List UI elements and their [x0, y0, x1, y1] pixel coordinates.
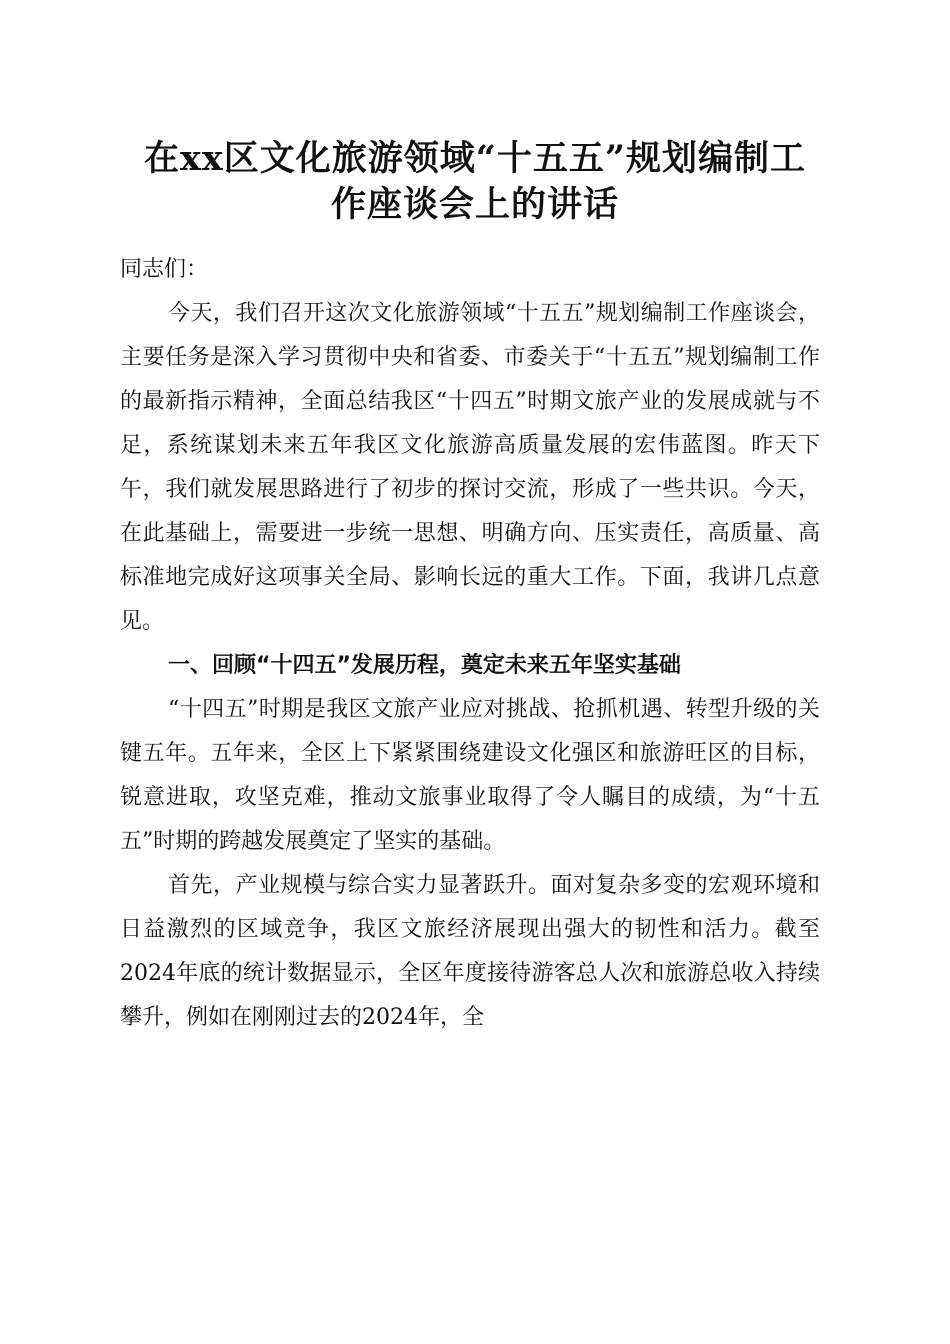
document-title — [100, 136, 850, 228]
title-line-2: 作座谈会上的讲话 — [330, 184, 619, 225]
section-heading-1: 一、回顾“十四五”发展历程，奠定未来五年坚实基础 — [168, 653, 681, 678]
greeting: 同志们： — [120, 257, 209, 282]
section1-paragraph: “十四五”时期是我区文旅产业应对挑战、抢抓机遇、转型升级的关键五年。五年来，全区上下紧紧围绕建设文化强区和旅游旺区的目标，锐意进取，攻坚克难，推动文旅事业取得了令人瞩目的成绩，为“十五五”时期的跨越发展奠定了坚实的基础。 — [120, 697, 820, 854]
section1-paragraph: 首先，产业规模与综合实力显著跃升。面对复杂多变的宏观环境和日益激烈的区域竞争，我区文旅经济展现出强大的韧性和活力。截至2024年底的统计数据显示，全区年度接待游客总人次和旅游总收入持续攀升，例如在刚刚过去的2024年，全 — [120, 873, 820, 1030]
intro-paragraph: 今天，我们召开这次文化旅游领域“十五五”规划编制工作座谈会，主要任务是深入学习贯彻中央和省委、市委关于“十五五”规划编制工作的最新指示精神，全面总结我区“十四五”时期文旅产业的发展成就与不足，系统谋划未来五年我区文化旅游高质量发展的宏伟蓝图。昨天下午，我们就发展思路进行了初步的探讨交流，形成了一些共识。今天，在此基础上，需要进一步统一思想、明确方向、压实责任，高质量、高标准地完成好这项事关全局、影响长远的重大工作。下面，我讲几点意见。 — [120, 301, 820, 634]
title-line-1: 在xx区文化旅游领域“十五五”规划编制工 — [144, 138, 806, 179]
document-body — [120, 248, 820, 1040]
